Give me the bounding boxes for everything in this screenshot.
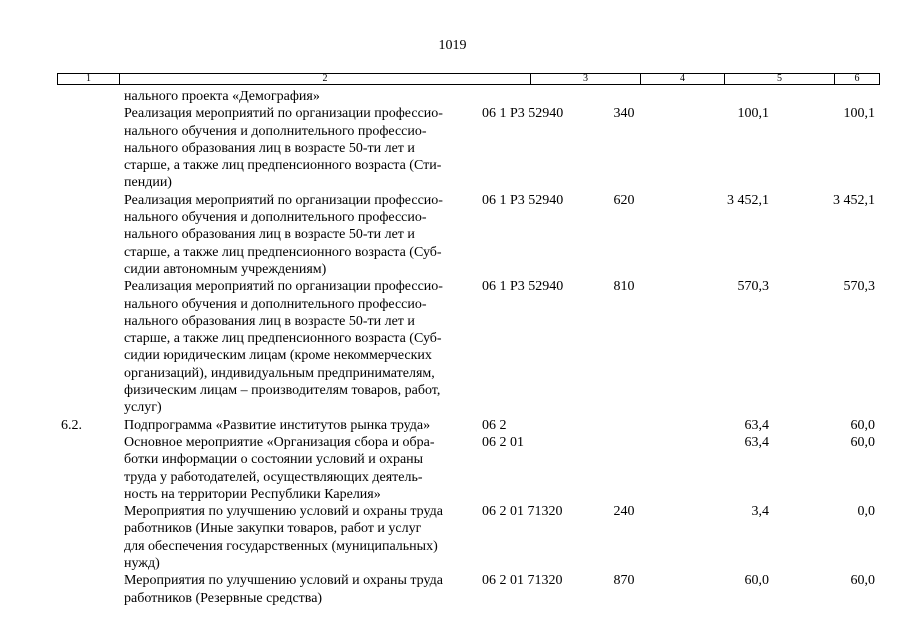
row-type: 870 bbox=[613, 573, 635, 589]
row-name: Реализация мероприятий по организации профессио- нального обучения и дополнительного профессио- нального образования лиц в возрасте 50-ти лет и старше, а также лиц предпенсионного возраста (Суб- сидии автономным учреждениям) bbox=[124, 192, 443, 277]
table-row bbox=[57, 503, 880, 572]
column-header-1: 1 bbox=[86, 73, 91, 84]
row-type: 810 bbox=[613, 279, 635, 295]
row-number: 6.2. bbox=[61, 417, 82, 433]
row-name: Реализация мероприятий по организации профессио- нального обучения и дополнительного профессио- нального образования лиц в возрасте 50-ти лет и старше, а также лиц предпенсионного возраста (Суб- сидии юридическим лицам (кроме некоммерческих организаций), индивидуальным предпринимателям, физическим лицам – производителям товаров, работ, услуг) bbox=[124, 279, 443, 416]
column-header-2: 2 bbox=[119, 74, 530, 84]
table-header bbox=[57, 73, 880, 85]
row-value-5: 570,3 bbox=[737, 279, 769, 295]
row-value-6: 60,0 bbox=[850, 434, 875, 450]
row-value-5: 3,4 bbox=[751, 504, 769, 520]
table-row bbox=[57, 88, 880, 105]
row-value-5: 63,4 bbox=[744, 434, 769, 450]
row-code: 06 2 01 bbox=[482, 434, 524, 450]
row-value-5: 63,4 bbox=[744, 417, 769, 433]
row-value-6: 0,0 bbox=[857, 504, 875, 520]
table-row bbox=[57, 105, 880, 191]
row-type: 340 bbox=[613, 106, 635, 122]
row-value-5: 60,0 bbox=[744, 573, 769, 589]
row-value-6: 60,0 bbox=[850, 417, 875, 433]
row-value-6: 100,1 bbox=[843, 106, 875, 122]
table-row bbox=[57, 192, 880, 278]
table-row bbox=[57, 417, 880, 434]
row-code: 06 2 01 71320 bbox=[482, 504, 563, 520]
row-value-6: 570,3 bbox=[843, 279, 875, 295]
table-body bbox=[57, 88, 880, 607]
row-name: Мероприятия по улучшению условий и охраны труда работников (Иные закупки товаров, работ и услуг для обеспечения государственных (муниципальных) нужд) bbox=[124, 504, 443, 572]
row-value-6: 3 452,1 bbox=[833, 192, 875, 208]
row-type: 240 bbox=[613, 504, 635, 520]
row-name: Мероприятия по улучшению условий и охраны труда работников (Резервные средства) bbox=[124, 573, 443, 606]
row-name: Подпрограмма «Развитие институтов рынка труда» bbox=[124, 417, 431, 433]
row-value-5: 3 452,1 bbox=[727, 192, 769, 208]
page-number: 1019 bbox=[438, 38, 467, 53]
row-name: нального проекта «Демография» bbox=[124, 89, 320, 104]
row-code: 06 1 P3 52940 bbox=[482, 106, 564, 122]
column-header-5: 5 bbox=[724, 74, 834, 84]
row-value-6: 60,0 bbox=[850, 573, 875, 589]
column-header-6: 6 bbox=[834, 74, 879, 84]
column-header-3: 3 bbox=[530, 74, 640, 84]
row-code: 06 1 P3 52940 bbox=[482, 279, 564, 295]
row-code: 06 2 01 71320 bbox=[482, 573, 563, 589]
row-code: 06 2 bbox=[482, 417, 507, 433]
row-value-5: 100,1 bbox=[737, 106, 769, 122]
row-type: 620 bbox=[613, 192, 635, 208]
table-row bbox=[57, 572, 880, 607]
row-name: Основное мероприятие «Организация сбора и обра- ботки информации о состоянии условий и охраны труда у работодателей, осуществляющих деятель- ность на территории Республики Карелия» bbox=[124, 434, 435, 502]
row-name: Реализация мероприятий по организации профессио- нального обучения и дополнительного профессио- нального образования лиц в возрасте 50-ти лет и старше, а также лиц предпенсионного возраста (Сти- пендии) bbox=[124, 106, 443, 191]
table-row bbox=[57, 434, 880, 503]
column-header-4: 4 bbox=[640, 74, 724, 84]
row-code: 06 1 P3 52940 bbox=[482, 192, 564, 208]
table-row bbox=[57, 278, 880, 416]
